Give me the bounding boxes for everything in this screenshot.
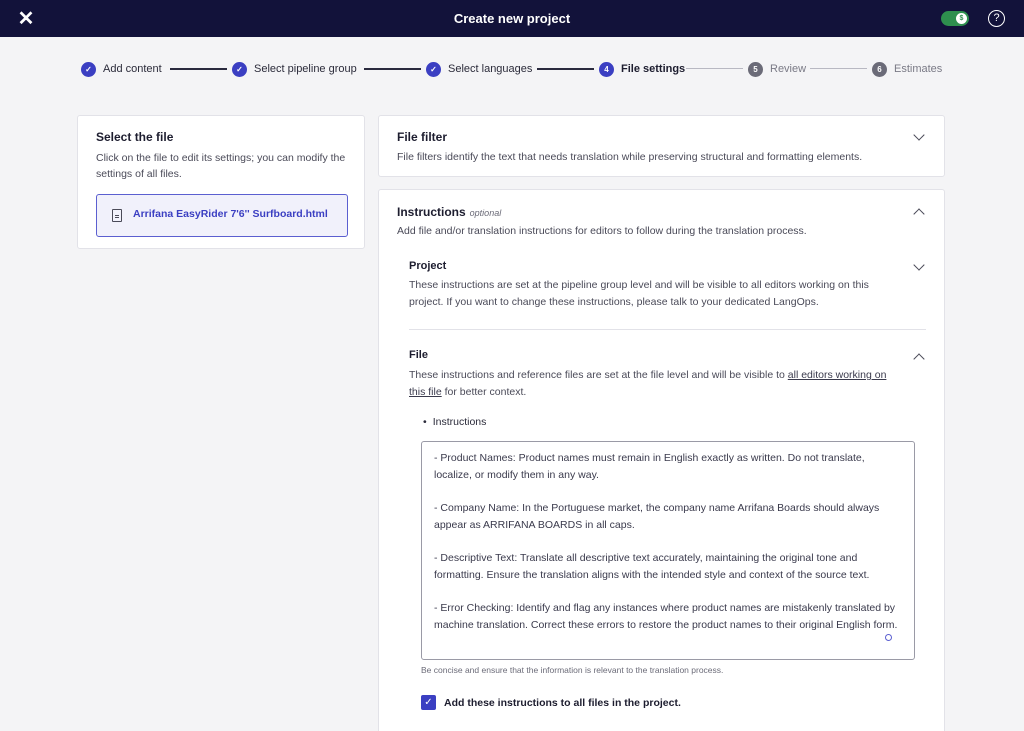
file-instructions-title: File bbox=[409, 349, 428, 361]
step-add-content[interactable] bbox=[81, 61, 162, 77]
file-desc-text: for better context. bbox=[441, 386, 527, 398]
file-name: Arrifana EasyRider 7'6'' Surfboard.html bbox=[133, 208, 328, 220]
step-number: 5 bbox=[748, 62, 763, 77]
check-icon: ✓ bbox=[426, 62, 441, 77]
close-icon[interactable]: ✕ bbox=[17, 8, 35, 30]
progress-stepper bbox=[0, 37, 1024, 99]
instruction-paragraph: - Company Name: In the Portuguese market, the company name Arrifana Boards should always appear as ARRIFANA BOARDS in all caps. bbox=[434, 502, 880, 531]
help-icon[interactable]: ? bbox=[988, 10, 1005, 27]
page-title: Create new project bbox=[453, 11, 571, 26]
chevron-down-icon[interactable] bbox=[913, 259, 924, 270]
file-selector-panel bbox=[77, 115, 365, 249]
top-bar bbox=[0, 0, 1024, 37]
project-instructions-title: Project bbox=[409, 260, 447, 272]
step-select-pipeline-group[interactable] bbox=[232, 61, 357, 77]
cost-toggle[interactable] bbox=[941, 11, 969, 26]
editors-link[interactable]: all editors working on this file bbox=[409, 369, 887, 398]
file-filter-title: File filter bbox=[397, 130, 448, 144]
stepper-connector bbox=[537, 68, 594, 70]
document-icon bbox=[112, 209, 122, 222]
file-filter-section[interactable] bbox=[378, 115, 945, 177]
project-instructions-description: These instructions are set at the pipeline group level and will be visible to all editors working on this project. If you want to change these instructions, please talk to your dedicated LangOps. bbox=[409, 279, 869, 308]
check-icon: ✓ bbox=[81, 62, 96, 77]
instructions-section bbox=[378, 189, 945, 731]
apply-to-all-label: Add these instructions to all files in the project. bbox=[444, 696, 681, 709]
step-select-languages[interactable] bbox=[426, 61, 532, 77]
file-selector-description: Click on the file to edit its settings; you can modify the settings of all files. bbox=[96, 152, 346, 180]
textarea-helper-text: Be concise and ensure that the information is relevant to the translation process. bbox=[421, 665, 724, 675]
file-selector-title: Select the file bbox=[96, 130, 174, 144]
stepper-connector bbox=[810, 68, 867, 69]
apply-to-all-checkbox-row[interactable] bbox=[421, 695, 681, 710]
instruction-paragraph: - Descriptive Text: Translate all descriptive text accurately, maintaining the original tone and formatting. Ensure the translation aligns with the intended style and context of the source text. bbox=[434, 552, 870, 581]
instructions-textarea[interactable] bbox=[421, 441, 915, 660]
textarea-resize-handle[interactable] bbox=[885, 634, 892, 641]
chevron-up-icon[interactable] bbox=[913, 208, 924, 219]
step-number: 6 bbox=[872, 62, 887, 77]
step-file-settings[interactable] bbox=[599, 61, 685, 77]
instructions-title-text: Instructions bbox=[397, 205, 466, 219]
file-desc-text: These instructions and reference files are set at the file level and will be visible to bbox=[409, 369, 788, 381]
instructions-description: Add file and/or translation instructions for editors to follow during the translation process. bbox=[397, 225, 807, 237]
file-instructions-description bbox=[409, 367, 899, 401]
chevron-down-icon[interactable] bbox=[913, 129, 924, 140]
instruction-paragraph: - Product Names: Product names must remain in English exactly as written. Do not translate, localize, or modify them in any way. bbox=[434, 452, 865, 481]
stepper-connector bbox=[170, 68, 227, 70]
stepper-connector bbox=[686, 68, 743, 69]
chevron-up-icon[interactable] bbox=[913, 353, 924, 364]
step-number: 4 bbox=[599, 62, 614, 77]
section-divider bbox=[409, 329, 926, 330]
step-label: File settings bbox=[621, 63, 686, 75]
check-icon: ✓ bbox=[232, 62, 247, 77]
instructions-title bbox=[397, 205, 501, 219]
file-filter-description: File filters identify the text that needs translation while preserving structural and formatting elements. bbox=[397, 151, 863, 163]
instruction-paragraph: - Error Checking: Identify and flag any instances where product names are mistakenly translated by machine translation. Correct these errors to restore the product names to their original English form. bbox=[434, 602, 898, 631]
step-label: Estimates bbox=[894, 63, 943, 75]
step-estimates[interactable] bbox=[872, 61, 942, 77]
step-label: Select pipeline group bbox=[254, 63, 357, 75]
dollar-icon: $ bbox=[956, 13, 967, 24]
apply-to-all-checkbox[interactable]: ✓ bbox=[421, 695, 436, 710]
stepper-connector bbox=[364, 68, 421, 70]
step-review[interactable] bbox=[748, 61, 806, 77]
step-label: Add content bbox=[103, 63, 162, 75]
step-label: Review bbox=[770, 63, 807, 75]
instructions-bullet: • Instructions bbox=[423, 416, 486, 428]
file-item-selected[interactable] bbox=[96, 194, 348, 237]
step-label: Select languages bbox=[448, 63, 533, 75]
optional-label: optional bbox=[469, 208, 502, 218]
